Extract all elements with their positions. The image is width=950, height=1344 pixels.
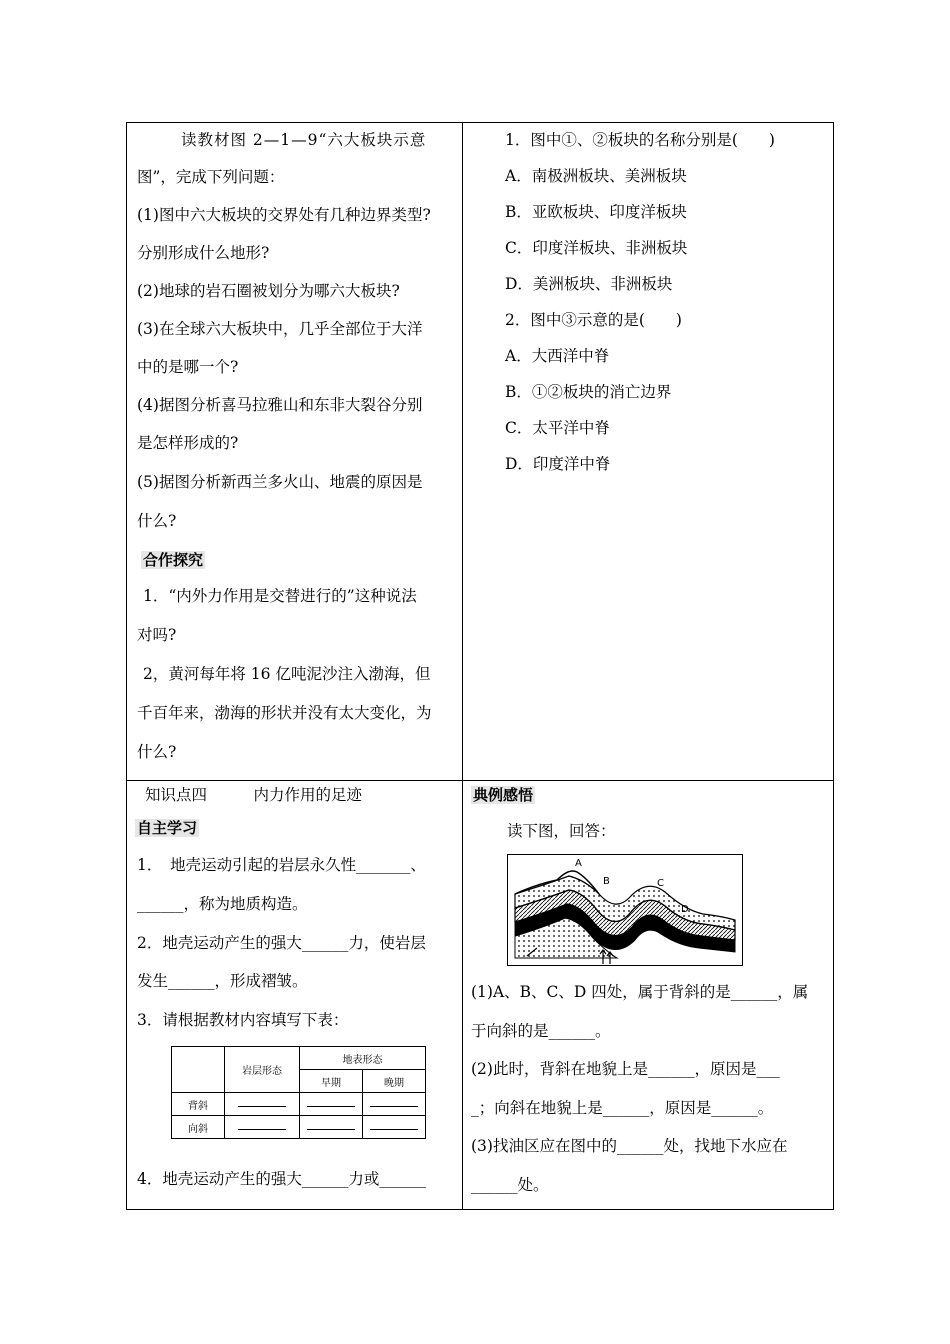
example-question-1-line-2: 于向斜的是______。 xyxy=(471,1022,611,1040)
cooperative-question-2-line-1: 2，黄河每年将 16 亿吨泥沙注入渤海，但 xyxy=(143,665,431,683)
self-study-cell xyxy=(126,780,463,1210)
example-heading: 典例感悟 xyxy=(473,786,534,804)
question-1-line-2: 分别形成什么地形? xyxy=(137,244,270,262)
self-study-item-2-line-2: 发生______，形成褶皱。 xyxy=(137,972,308,990)
fold-label-d: D xyxy=(681,904,689,915)
blank-line xyxy=(370,1098,418,1107)
mc-q1-option-b: B．亚欧板块、印度洋板块 xyxy=(505,203,687,221)
surface-form-header: 地表形态 xyxy=(300,1047,426,1070)
intro-line-2: 图”，完成下列问题： xyxy=(137,168,285,186)
mc-q2-option-a: A．大西洋中脊 xyxy=(505,347,610,365)
intro-line-1: 读教材图 2—1—9“六大板块示意 xyxy=(181,131,427,149)
self-study-item-2-line-1: 2．地壳运动产生的强大______力，使岩层 xyxy=(137,934,426,952)
mc-q2-option-b: B．①②板块的消亡边界 xyxy=(505,383,672,401)
question-5-line-2: 什么? xyxy=(137,512,177,530)
syncline-row-label: 向斜 xyxy=(172,1116,225,1139)
fold-fill-in-table xyxy=(171,1046,426,1139)
knowledge-point-title: 知识点四 内力作用的足迹 xyxy=(145,786,363,804)
example-question-3-line-1: (3)找油区应在图中的______处，找地下水应在 xyxy=(471,1137,788,1155)
question-3-line-2: 中的是哪一个? xyxy=(137,358,239,376)
question-2: (2)地球的岩石圈被划分为哪六大板块? xyxy=(137,282,400,300)
mc-q1-option-a: A．南极洲板块、美洲板块 xyxy=(505,167,687,185)
mc-q2-option-c: C．太平洋中脊 xyxy=(505,419,610,437)
rock-form-header: 岩层形态 xyxy=(225,1047,300,1093)
early-header: 早期 xyxy=(300,1070,363,1093)
reading-questions-cell xyxy=(126,122,463,781)
blank-line xyxy=(238,1121,286,1130)
cooperative-question-2-line-3: 什么? xyxy=(137,743,177,761)
anticline-row-label: 背斜 xyxy=(172,1093,225,1116)
example-question-2-line-1: (2)此时，背斜在地貌上是______，原因是___ xyxy=(471,1060,780,1078)
cooperative-question-2-line-2: 千百年来，渤海的形状并没有太大变化，为 xyxy=(137,704,432,722)
self-study-item-4: 4．地壳运动产生的强大______力或______ xyxy=(137,1170,426,1188)
fold-diagram-svg xyxy=(507,854,743,966)
multiple-choice-cell xyxy=(462,122,834,781)
mc-question-1: 1．图中①、②板块的名称分别是( ) xyxy=(505,131,775,149)
blank-line xyxy=(238,1098,286,1107)
question-4-line-1: (4)据图分析喜马拉雅山和东非大裂谷分别 xyxy=(137,396,423,414)
blank-line xyxy=(307,1121,355,1130)
fold-label-c: C xyxy=(657,878,664,889)
self-study-item-1-line-2: ______，称为地质构造。 xyxy=(137,895,308,913)
self-study-item-1-line-1: 1． 地壳运动引起的岩层永久性_______、 xyxy=(137,856,426,874)
fold-label-a: A xyxy=(575,858,582,869)
late-header: 晚期 xyxy=(363,1070,426,1093)
example-question-2-line-2: _；向斜在地貌上是______，原因是______。 xyxy=(471,1099,774,1117)
fold-label-b: B xyxy=(603,876,610,887)
question-5-line-1: (5)据图分析新西兰多火山、地震的原因是 xyxy=(137,473,423,491)
mc-q2-option-d: D．印度洋中脊 xyxy=(505,455,611,473)
cooperative-question-1-line-2: 对吗? xyxy=(137,626,177,644)
cooperative-question-1-line-1: 1．“内外力作用是交替进行的”这种说法 xyxy=(143,587,417,605)
question-1-line-1: (1)图中六大板块的交界处有几种边界类型? xyxy=(137,206,431,224)
self-study-heading: 自主学习 xyxy=(137,819,198,837)
mc-q1-option-d: D．美洲板块、非洲板块 xyxy=(505,275,673,293)
blank-line xyxy=(370,1121,418,1130)
mc-q1-option-c: C．印度洋板块、非洲板块 xyxy=(505,239,688,257)
cooperative-inquiry-heading: 合作探究 xyxy=(143,551,204,569)
mc-question-2: 2．图中③示意的是( ) xyxy=(505,311,682,329)
self-study-item-3: 3．请根据教材内容填写下表： xyxy=(137,1011,349,1029)
question-4-line-2: 是怎样形成的? xyxy=(137,434,239,452)
question-3-line-1: (3)在全球六大板块中，几乎全部位于大洋 xyxy=(137,320,423,338)
example-prompt: 读下图，回答： xyxy=(507,822,616,840)
example-question-3-line-2: ______处。 xyxy=(471,1176,549,1194)
fold-diagram xyxy=(507,854,743,970)
worksheet-table xyxy=(126,122,834,1210)
example-question-1-line-1: (1)A、B、C、D 四处，属于背斜的是______，属 xyxy=(471,983,809,1001)
blank-line xyxy=(307,1098,355,1107)
example-cell xyxy=(462,780,834,1210)
